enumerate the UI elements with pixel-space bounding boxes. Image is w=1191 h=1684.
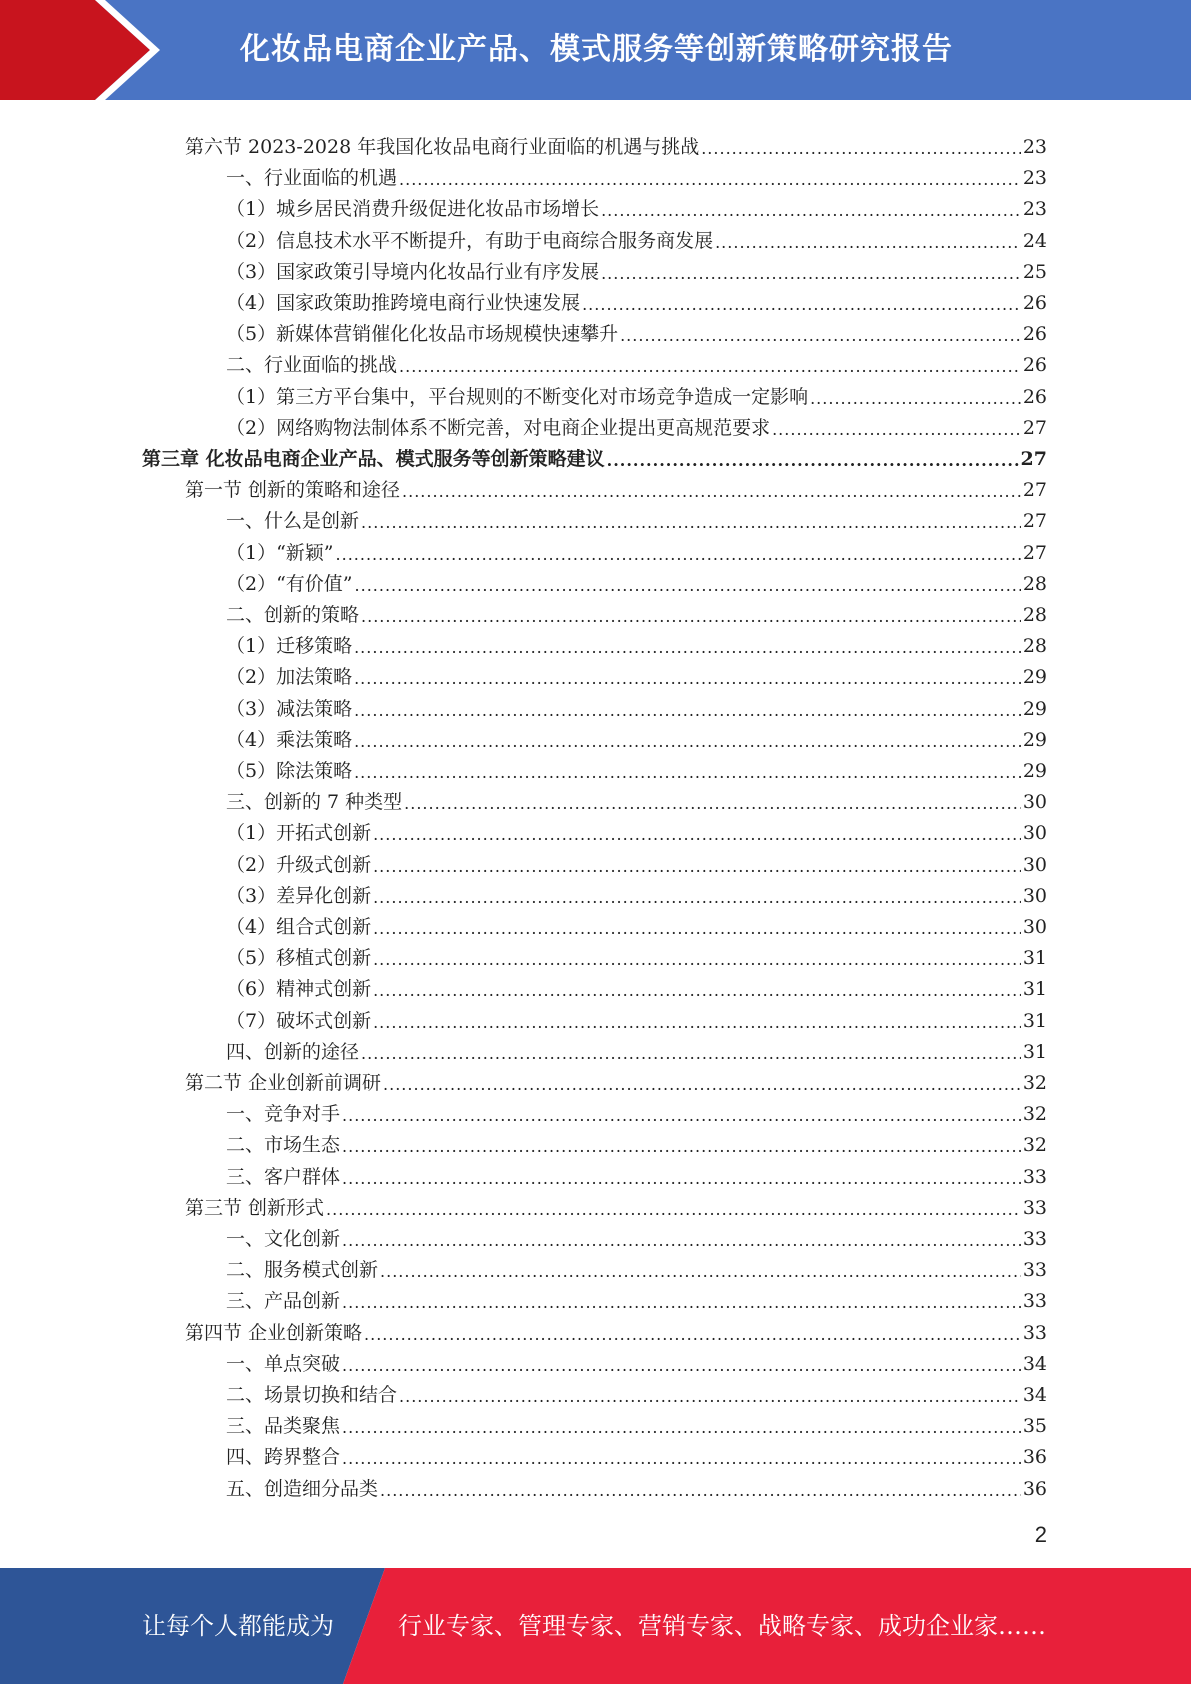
toc-entry[interactable] xyxy=(226,1033,1047,1064)
toc-entry[interactable] xyxy=(226,565,1047,596)
toc-leader-dots xyxy=(361,603,1021,627)
toc-entry-title: （5）新媒体营销催化化妆品市场规模快速攀升 xyxy=(226,323,619,346)
toc-entry-page: 26 xyxy=(1022,385,1047,408)
toc-entry-title: 一、竞争对手 xyxy=(226,1103,341,1126)
toc-entry-page: 33 xyxy=(1022,1196,1047,1219)
toc-entry-page: 27 xyxy=(1022,541,1047,564)
toc-entry[interactable] xyxy=(185,1189,1047,1220)
toc-entry-title: （1）“新颖” xyxy=(226,541,334,564)
toc-leader-dots xyxy=(336,541,1021,565)
toc-entry-title: （4）组合式创新 xyxy=(226,916,372,938)
toc-leader-dots xyxy=(715,229,1021,253)
footer-slogan-left: 让每个人都能成为 xyxy=(142,1612,334,1640)
toc-entry-title: （5）移植式创新 xyxy=(226,947,372,970)
toc-leader-dots xyxy=(326,1196,1021,1220)
toc-entry[interactable] xyxy=(226,1345,1047,1376)
toc-entry-page: 23 xyxy=(1022,167,1047,190)
toc-entry[interactable] xyxy=(226,721,1047,752)
toc-entry-page: 28 xyxy=(1022,604,1047,626)
toc-leader-dots xyxy=(354,759,1021,783)
toc-entry-title: （7）破坏式创新 xyxy=(226,1009,372,1032)
toc-leader-dots xyxy=(402,478,1021,502)
toc-entry-title: （2）信息技术水平不断提升，有助于电商综合服务商发展 xyxy=(226,229,714,252)
toc-entry-title: （3）差异化创新 xyxy=(226,884,372,907)
toc-entry-page: 25 xyxy=(1022,260,1047,283)
toc-entry[interactable] xyxy=(226,1282,1047,1313)
toc-entry-page: 35 xyxy=(1022,1415,1047,1438)
toc-leader-dots xyxy=(361,1040,1021,1064)
toc-entry[interactable] xyxy=(226,814,1047,845)
toc-entry-page: 30 xyxy=(1022,853,1047,876)
toc-entry[interactable] xyxy=(226,1438,1047,1469)
toc-entry-page: 27 xyxy=(1020,448,1047,470)
header-title: 化妆品电商企业产品、模式服务等创新策略研究报告 xyxy=(240,32,953,67)
toc-entry-title: 第一节 创新的策略和途径 xyxy=(185,479,401,502)
toc-entry-page: 33 xyxy=(1022,1290,1047,1313)
toc-entry-title: （3）减法策略 xyxy=(226,697,353,720)
toc-entry-title: （5）除法策略 xyxy=(226,760,353,782)
toc-entry-page: 27 xyxy=(1022,416,1047,439)
toc-entry-title: 三、产品创新 xyxy=(226,1290,341,1313)
toc-entry-title: （1）城乡居民消费升级促进化妆品市场增长 xyxy=(226,198,600,221)
toc-entry-page: 24 xyxy=(1022,229,1047,252)
header-red-arrow xyxy=(0,0,150,100)
toc-entry-page: 30 xyxy=(1022,884,1047,907)
toc-leader-dots xyxy=(380,1258,1021,1282)
toc-entry-page: 31 xyxy=(1022,1040,1047,1063)
toc-entry-title: （6）精神式创新 xyxy=(226,978,372,1001)
toc-leader-dots xyxy=(607,447,1019,471)
toc-entry[interactable] xyxy=(226,877,1047,908)
toc-entry-title: 二、创新的策略 xyxy=(226,604,360,626)
toc-entry-title: 四、创新的途径 xyxy=(226,1040,360,1063)
toc-entry[interactable] xyxy=(185,1314,1047,1345)
toc-leader-dots xyxy=(373,853,1021,877)
toc-leader-dots xyxy=(373,946,1021,970)
toc-entry-title: 第四节 企业创新策略 xyxy=(185,1321,363,1344)
toc-entry-title: 第三节 创新形式 xyxy=(185,1196,325,1219)
toc-entry-page: 33 xyxy=(1022,1165,1047,1188)
toc-entry-page: 26 xyxy=(1022,292,1047,314)
toc-entry-page: 29 xyxy=(1022,760,1047,782)
toc-leader-dots xyxy=(601,260,1021,284)
toc-entry-page: 31 xyxy=(1022,1009,1047,1032)
toc-entry-title: （2）升级式创新 xyxy=(226,853,372,876)
toc-leader-dots xyxy=(620,322,1021,346)
toc-leader-dots xyxy=(373,915,1021,939)
toc-entry[interactable] xyxy=(226,1470,1047,1501)
toc-leader-dots xyxy=(342,1445,1021,1469)
toc-entry[interactable] xyxy=(142,440,1047,471)
toc-entry-page: 29 xyxy=(1022,666,1047,689)
toc-leader-dots xyxy=(342,1133,1021,1157)
toc-entry-page: 29 xyxy=(1022,697,1047,720)
toc-entry-page: 34 xyxy=(1022,1384,1047,1406)
toc-entry-title: 一、单点突破 xyxy=(226,1352,341,1375)
toc-leader-dots xyxy=(342,1227,1021,1251)
toc-entry-page: 27 xyxy=(1022,510,1047,533)
toc-entry[interactable] xyxy=(226,752,1047,783)
toc-leader-dots xyxy=(355,572,1021,596)
toc-leader-dots xyxy=(342,1352,1021,1376)
toc-entry[interactable] xyxy=(226,939,1047,970)
toc-entry[interactable] xyxy=(226,222,1047,253)
toc-entry-page: 27 xyxy=(1022,479,1047,502)
toc-entry-page: 23 xyxy=(1022,198,1047,221)
toc-entry-page: 36 xyxy=(1022,1477,1047,1500)
toc-entry-title: （2）网络购物法制体系不断完善，对电商企业提出更高规范要求 xyxy=(226,416,771,439)
toc-leader-dots xyxy=(601,197,1021,221)
toc-entry-page: 26 xyxy=(1022,323,1047,346)
toc-entry-title: 第二节 企业创新前调研 xyxy=(185,1072,382,1094)
toc-entry-title: 三、品类聚焦 xyxy=(226,1415,341,1438)
toc-leader-dots xyxy=(404,790,1021,814)
toc-entry-page: 29 xyxy=(1022,728,1047,751)
toc-entry-title: 一、什么是创新 xyxy=(226,510,360,533)
toc-entry[interactable] xyxy=(226,658,1047,689)
toc-leader-dots xyxy=(373,821,1021,845)
toc-entry[interactable] xyxy=(226,1407,1047,1438)
toc-entry-title: 一、文化创新 xyxy=(226,1228,341,1250)
toc-entry[interactable] xyxy=(226,1002,1047,1033)
toc-leader-dots xyxy=(373,884,1021,908)
toc-entry-page: 31 xyxy=(1022,978,1047,1001)
toc-entry[interactable] xyxy=(185,471,1047,502)
toc-entry-page: 30 xyxy=(1022,916,1047,938)
toc-entry-title: 三、创新的 7 种类型 xyxy=(226,791,403,814)
toc-entry-title: 二、市场生态 xyxy=(226,1134,341,1157)
toc-entry-page: 26 xyxy=(1022,354,1047,377)
toc-entry-title: 四、跨界整合 xyxy=(226,1446,341,1469)
toc-leader-dots xyxy=(342,1165,1021,1189)
toc-entry-page: 28 xyxy=(1022,572,1047,595)
toc-entry[interactable] xyxy=(226,1095,1047,1126)
toc-entry-page: 34 xyxy=(1022,1352,1047,1375)
page-footer xyxy=(0,1568,1191,1684)
page-number: 2 xyxy=(1034,1522,1047,1547)
toc-entry[interactable] xyxy=(185,1064,1047,1095)
toc-entry-title: （4）国家政策助推跨境电商行业快速发展 xyxy=(226,292,581,314)
toc-entry-title: 第三章 化妆品电商企业产品、模式服务等创新策略建议 xyxy=(142,448,605,470)
toc-entry-page: 30 xyxy=(1022,822,1047,845)
toc-entry-page: 30 xyxy=(1022,791,1047,814)
toc-entry[interactable] xyxy=(226,378,1047,409)
toc-entry[interactable] xyxy=(226,284,1047,315)
toc-entry[interactable] xyxy=(226,1220,1047,1251)
toc-entry[interactable] xyxy=(226,783,1047,814)
toc-entry[interactable] xyxy=(226,846,1047,877)
toc-entry-page: 31 xyxy=(1022,947,1047,970)
toc-leader-dots xyxy=(354,665,1021,689)
toc-entry[interactable] xyxy=(226,908,1047,939)
toc-leader-dots xyxy=(582,291,1021,315)
toc-entry[interactable] xyxy=(226,253,1047,284)
toc-entry[interactable] xyxy=(226,1251,1047,1282)
toc-entry[interactable] xyxy=(226,1126,1047,1157)
toc-entry[interactable] xyxy=(226,409,1047,440)
toc-leader-dots xyxy=(373,1009,1021,1033)
toc-entry[interactable] xyxy=(226,190,1047,221)
toc-entry-title: 二、服务模式创新 xyxy=(226,1259,379,1282)
toc-entry[interactable] xyxy=(226,159,1047,190)
toc-entry-title: 二、行业面临的挑战 xyxy=(226,354,398,377)
page-header xyxy=(0,0,1191,110)
toc-entry-title: （2）加法策略 xyxy=(226,666,353,689)
toc-entry-page: 32 xyxy=(1022,1103,1047,1126)
toc-entry[interactable] xyxy=(185,128,1047,159)
toc-entry-page: 32 xyxy=(1022,1134,1047,1157)
toc-leader-dots xyxy=(354,728,1021,752)
toc-entry-page: 28 xyxy=(1022,635,1047,658)
toc-leader-dots xyxy=(399,166,1021,190)
toc-entry[interactable] xyxy=(226,596,1047,627)
toc-entry[interactable] xyxy=(226,1376,1047,1407)
toc-entry-page: 32 xyxy=(1022,1072,1047,1094)
toc-entry-title: （3）国家政策引导境内化妆品行业有序发展 xyxy=(226,260,600,283)
toc-entry-page: 23 xyxy=(1022,136,1047,158)
toc-entry-title: 第六节 2023-2028 年我国化妆品电商行业面临的机遇与挑战 xyxy=(185,136,700,158)
toc-entry[interactable] xyxy=(226,1158,1047,1189)
toc-entry-title: 三、客户群体 xyxy=(226,1165,341,1188)
toc-leader-dots xyxy=(380,1477,1021,1501)
toc-entry[interactable] xyxy=(226,346,1047,377)
toc-leader-dots xyxy=(772,416,1021,440)
toc-entry-title: 一、行业面临的机遇 xyxy=(226,167,398,190)
toc-entry-page: 33 xyxy=(1022,1259,1047,1282)
toc-leader-dots xyxy=(361,509,1021,533)
toc-entry-title: （1）迁移策略 xyxy=(226,635,353,658)
toc-leader-dots xyxy=(399,1383,1021,1407)
toc-leader-dots xyxy=(810,385,1021,409)
toc-leader-dots xyxy=(373,977,1021,1001)
toc-entry-title: （4）乘法策略 xyxy=(226,728,353,751)
toc-leader-dots xyxy=(342,1414,1021,1438)
toc-leader-dots xyxy=(342,1102,1021,1126)
toc-leader-dots xyxy=(342,1289,1021,1313)
toc-leader-dots xyxy=(354,634,1021,658)
toc-leader-dots xyxy=(354,697,1021,721)
toc-leader-dots xyxy=(399,353,1021,377)
toc-entry-title: （2）“有价值” xyxy=(226,572,353,595)
footer-slogan-right: 行业专家、管理专家、营销专家、战略专家、成功企业家…… xyxy=(398,1612,1046,1640)
toc-entry[interactable] xyxy=(226,970,1047,1001)
toc-entry-title: （1）开拓式创新 xyxy=(226,822,372,845)
toc-entry-title: （1）第三方平台集中，平台规则的不断变化对市场竞争造成一定影响 xyxy=(226,385,809,408)
toc-leader-dots xyxy=(701,135,1021,159)
toc-entry[interactable] xyxy=(226,690,1047,721)
toc-entry[interactable] xyxy=(226,534,1047,565)
toc-entry[interactable] xyxy=(226,627,1047,658)
toc-entry-page: 33 xyxy=(1022,1321,1047,1344)
toc-entry[interactable] xyxy=(226,502,1047,533)
toc-leader-dots xyxy=(364,1321,1021,1345)
toc-entry[interactable] xyxy=(226,315,1047,346)
toc-entry-title: 二、场景切换和结合 xyxy=(226,1384,398,1406)
toc-leader-dots xyxy=(383,1071,1021,1095)
toc-entry-page: 33 xyxy=(1022,1228,1047,1250)
toc-entry-page: 36 xyxy=(1022,1446,1047,1469)
toc-entry-title: 五、创造细分品类 xyxy=(226,1477,379,1500)
